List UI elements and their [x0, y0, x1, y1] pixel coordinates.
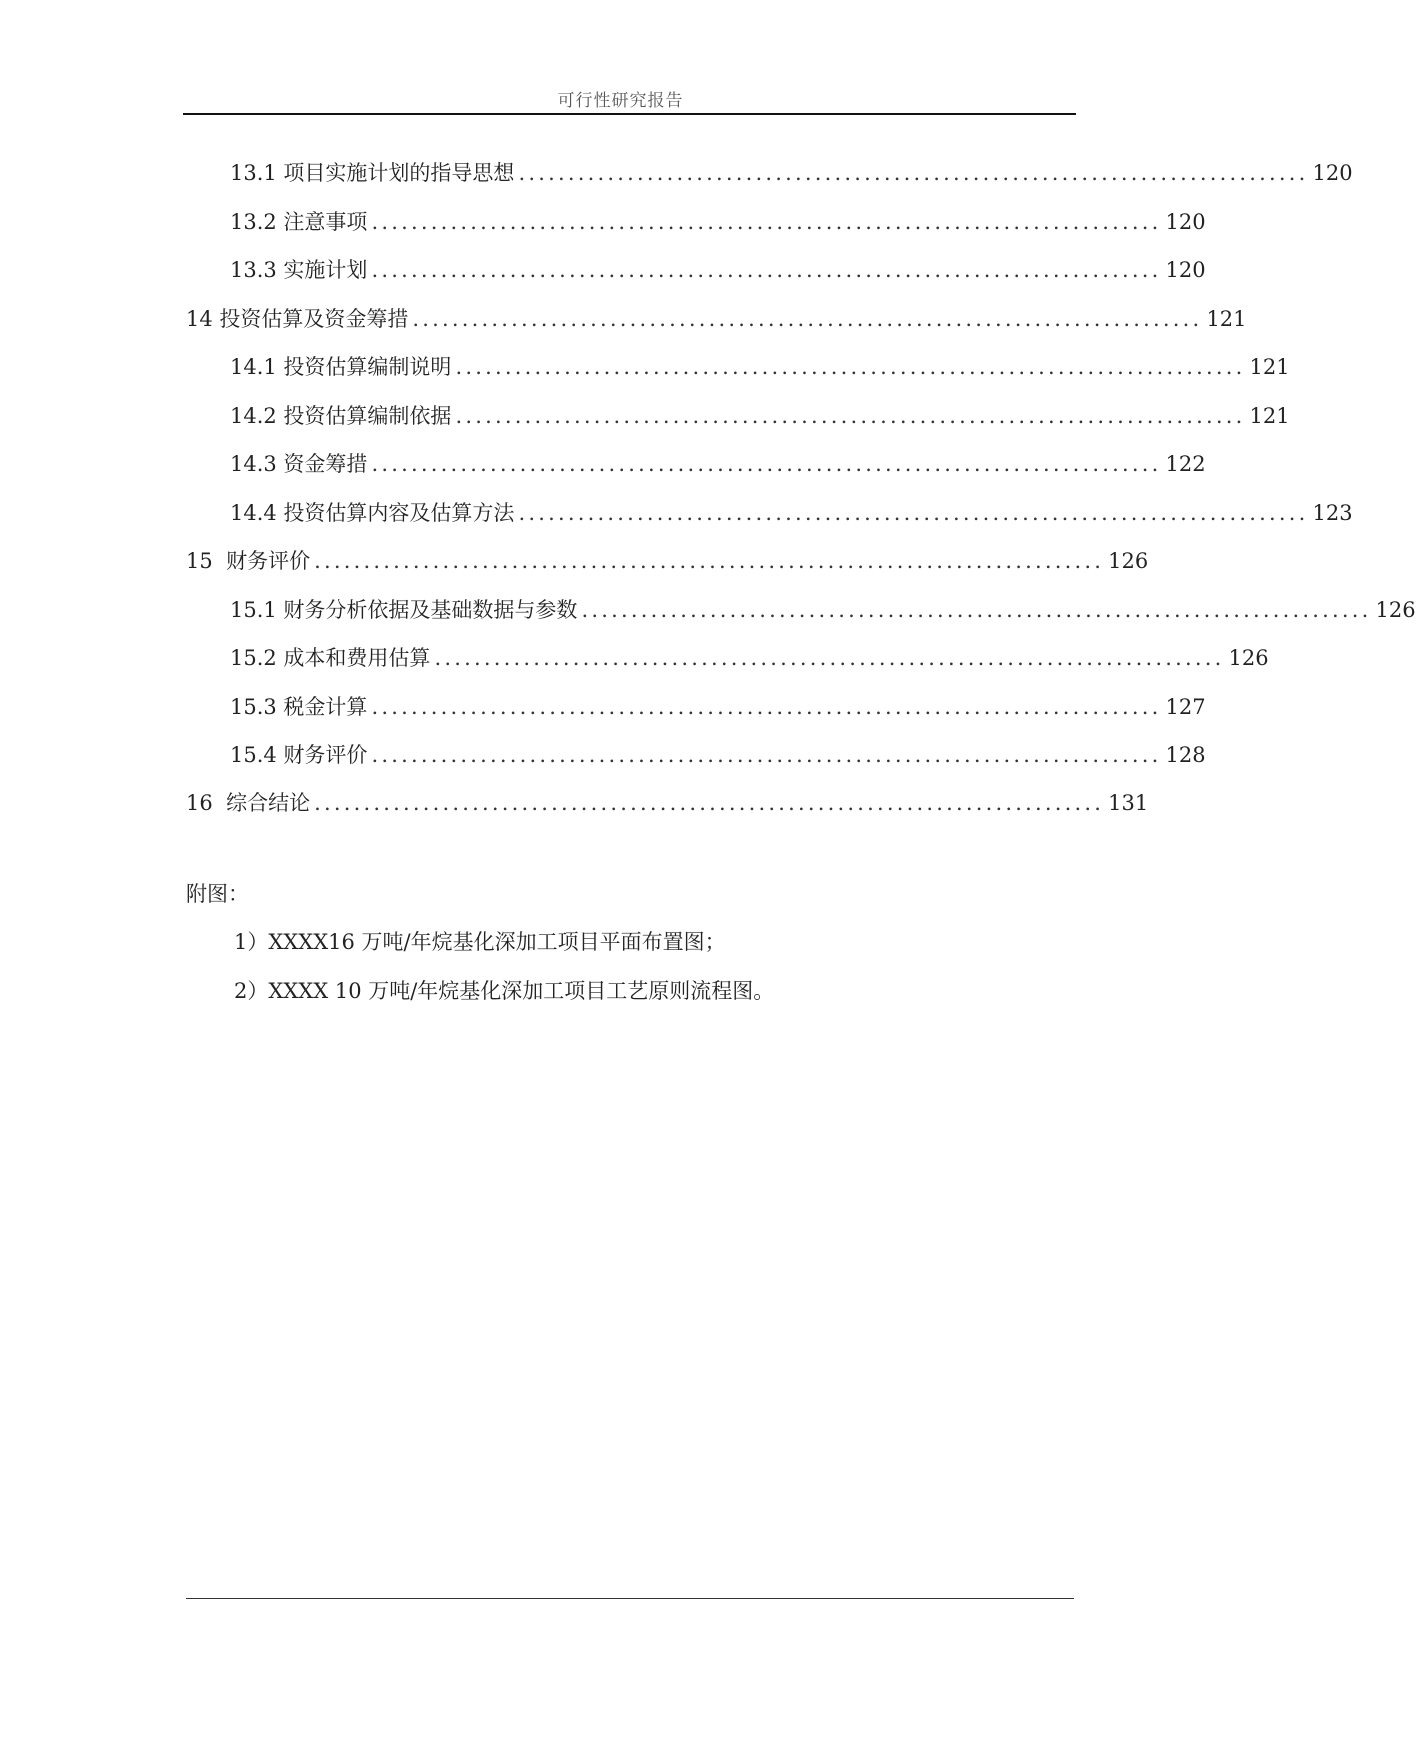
toc-leader-dots: ................................................................................ — [371, 695, 1162, 719]
toc-entry[interactable] — [230, 689, 1206, 721]
toc-entry[interactable] — [230, 495, 1353, 527]
toc-entry-label: 15.3 税金计算 — [230, 695, 368, 719]
appendix-heading: 附图： — [186, 882, 249, 906]
toc-entry[interactable] — [186, 301, 1247, 333]
toc-leader-dots: ................................................................................ — [518, 161, 1309, 185]
toc-entry-label: 15.1 财务分析依据及基础数据与参数 — [230, 598, 578, 622]
toc-entry[interactable] — [230, 592, 1416, 624]
toc-entry-label: 15.2 成本和费用估算 — [230, 646, 431, 670]
toc-leader-dots: ................................................................................ — [371, 210, 1162, 234]
toc-entry-page: 126 — [1375, 598, 1416, 622]
toc-entry-page: 126 — [1228, 646, 1269, 670]
toc-leader-dots: ................................................................................ — [314, 549, 1105, 573]
toc-entry-page: 121 — [1249, 404, 1290, 428]
toc-entry[interactable] — [230, 204, 1206, 236]
toc-entry-label: 14.1 投资估算编制说明 — [230, 355, 452, 379]
toc-entry-page: 122 — [1165, 452, 1206, 476]
toc-entry-label: 14.2 投资估算编制依据 — [230, 404, 452, 428]
toc-entry-page: 120 — [1165, 210, 1206, 234]
toc-entry-label: 15.4 财务评价 — [230, 743, 368, 767]
toc-leader-dots: ................................................................................ — [412, 307, 1203, 331]
toc-leader-dots: ................................................................................ — [434, 646, 1225, 670]
toc-leader-dots: ................................................................................ — [581, 598, 1372, 622]
toc-entry-page: 121 — [1206, 307, 1247, 331]
toc-entry-page: 120 — [1165, 258, 1206, 282]
toc-entry-label: 14.4 投资估算内容及估算方法 — [230, 501, 515, 525]
toc-entry-page: 131 — [1108, 791, 1149, 815]
toc-entry[interactable] — [230, 446, 1206, 478]
toc-entry-label: 14 投资估算及资金筹措 — [186, 307, 409, 331]
toc-entry-label: 16 综合结论 — [186, 791, 311, 815]
toc-entry[interactable] — [186, 543, 1149, 575]
toc-entry-label: 14.3 资金筹措 — [230, 452, 368, 476]
toc-leader-dots: ................................................................................ — [371, 258, 1162, 282]
appendix-item: 2）XXXX 10 万吨/年烷基化深加工项目工艺原则流程图。 — [234, 979, 775, 1003]
toc-leader-dots: ................................................................................ — [314, 791, 1105, 815]
toc-leader-dots: ................................................................................ — [371, 452, 1162, 476]
toc-entry[interactable] — [230, 640, 1269, 672]
toc-entry-page: 128 — [1165, 743, 1206, 767]
toc-entry-page: 120 — [1312, 161, 1353, 185]
toc-entry[interactable] — [230, 155, 1353, 187]
toc-entry-page: 127 — [1165, 695, 1206, 719]
toc-leader-dots: ................................................................................ — [518, 501, 1309, 525]
toc-entry[interactable] — [230, 349, 1290, 381]
toc-leader-dots: ................................................................................ — [455, 355, 1246, 379]
toc-entry-label: 15 财务评价 — [186, 549, 311, 573]
appendix-item: 1）XXXX16 万吨/年烷基化深加工项目平面布置图； — [234, 930, 726, 954]
toc-entry[interactable] — [186, 785, 1149, 817]
toc-entry-page: 121 — [1249, 355, 1290, 379]
footer-rule — [186, 1598, 1074, 1599]
header-title: 可行性研究报告 — [557, 91, 684, 111]
toc-entry-label: 13.2 注意事项 — [230, 210, 368, 234]
toc-entry-label: 13.3 实施计划 — [230, 258, 368, 282]
toc-entry[interactable] — [230, 737, 1206, 769]
header-rule — [183, 113, 1076, 115]
toc-entry-label: 13.1 项目实施计划的指导思想 — [230, 161, 515, 185]
toc-entry[interactable] — [230, 252, 1206, 284]
toc-entry-page: 126 — [1108, 549, 1149, 573]
toc-leader-dots: ................................................................................ — [455, 404, 1246, 428]
toc-leader-dots: ................................................................................ — [371, 743, 1162, 767]
toc-entry-page: 123 — [1312, 501, 1353, 525]
toc-entry[interactable] — [230, 398, 1290, 430]
